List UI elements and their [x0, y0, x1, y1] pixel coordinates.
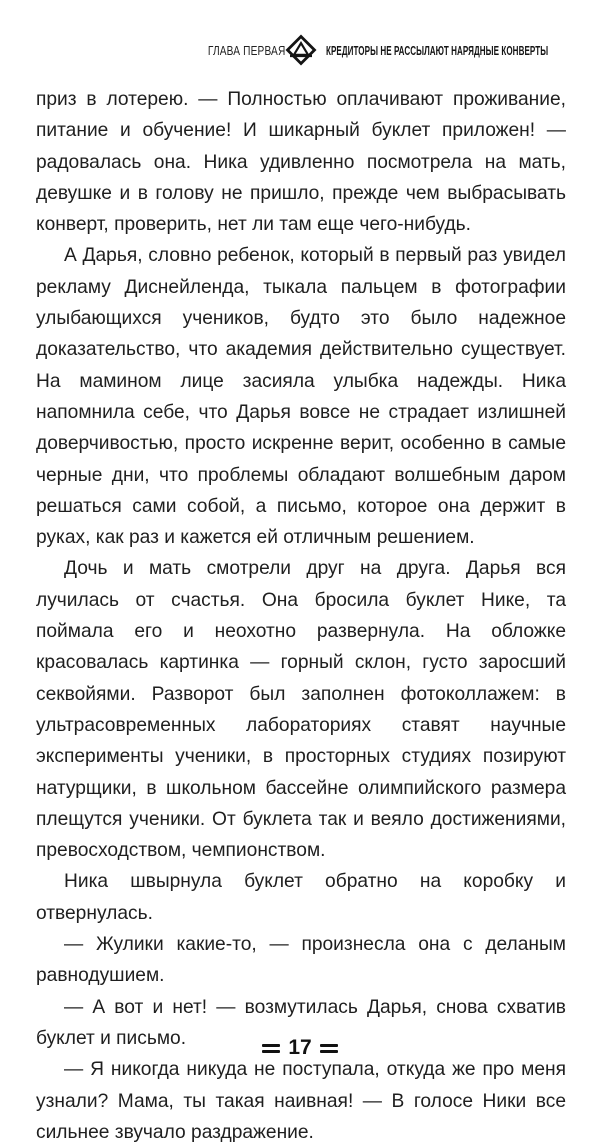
folio-left-rule	[262, 1044, 280, 1053]
paragraph: Ника швырнула буклет обратно на коробку и отвернулась.	[36, 871, 566, 924]
page-number-footer	[0, 1036, 600, 1060]
running-header	[185, 33, 572, 67]
paragraph: А Дарья, словно ребенок, который в первый раз увидел рекламу Диснейленда, тыкала пальцем в фотографии улыбающихся учеников, будто это было надежное доказательство, что академия действительно существует. На мамином лице засияла улыбка надежды. Ника напомнила себе, что Дарья вовсе не страдает излишней доверчивостью, просто искренне верит, особенно в самые черные дни, что проблемы обладают волшебным даром решаться сами собой, а письмо, которое она держит в руках, как раз и кажется ей отличным решением.	[36, 245, 566, 549]
paragraph: Дочь и мать смотрели друг на друга. Дарья вся лучилась от счастья. Она бросила буклет Нике, та поймала его и неохотно развернула. На обложке красовалась картинка — горный склон, густо заросший секвойями. Разворот был заполнен фотоколлажем: в ультрасовременных лабораториях ставят научные эксперименты ученики, в просторных студиях позируют натурщики, в школьном бассейне олимпийского размера плещутся ученики. От буклета так и веяло достижениями, превосходством, чемпионством.	[36, 558, 566, 862]
page-number: 17	[288, 1036, 312, 1059]
triangle-diamond-emblem-icon	[284, 33, 318, 67]
chapter-label: ГЛАВА ПЕРВАЯ	[208, 42, 286, 58]
paragraph: — Жулики какие-то, — произнесла она с деланым равнодушием.	[36, 934, 566, 987]
body-text	[36, 84, 566, 1148]
paragraph: — Я никогда никуда не поступала, откуда же про меня узнали? Мама, ты такая наивная! — В голосе Ники все сильнее звучало раздражение.	[36, 1059, 566, 1143]
folio-right-rule	[320, 1044, 338, 1053]
chapter-title: КРЕДИТОРЫ НЕ РАССЫЛАЮТ НАРЯДНЫЕ КОНВЕРТЫ	[325, 42, 548, 58]
paragraph: приз в лотерею. — Полностью оплачивают проживание, питание и обучение! И шикарный буклет приложен! — радовалась она. Ника удивленно посмотрела на мать, девушке и в голову не пришло, прежде чем выбрасывать конверт, проверить, нет ли там еще чего-нибудь.	[36, 89, 566, 236]
paragraph: — А вот и нет! — возмутилась Дарья, снова схватив буклет и письмо.	[36, 996, 566, 1049]
